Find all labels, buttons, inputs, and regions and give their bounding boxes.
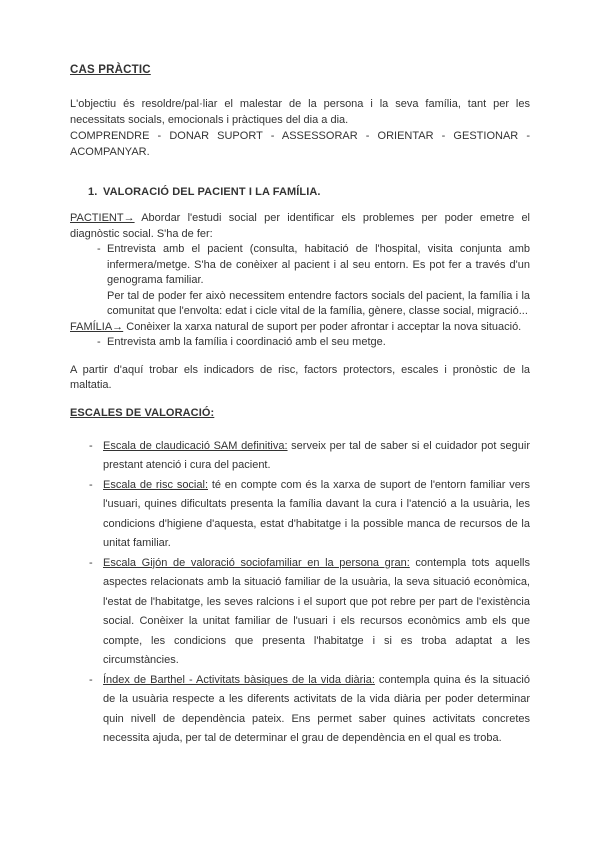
pacient-intro-text: Abordar l'estudi social per identificar els problemes per poder emetre el diagnòstic social. S'ha de fer: [70, 212, 530, 240]
bullet-dash: - [89, 478, 93, 491]
familia-bullet-text: Entrevista amb la família i coordinació amb el seu metge. [107, 336, 386, 348]
escala-description: té en compte com és la xarxa de suport de l'entorn familiar vers l'usuari, quines dificultats presenta la família davant la cura i l'atenció a la usuària, les condicions d'higiene d'aquesta, estat d'habitatge i la possible manca de recursos de la unitat familiar. [103, 478, 530, 549]
escales-heading: ESCALES DE VALORACIÓ: [70, 406, 215, 419]
familia-intro [70, 320, 530, 336]
document-title: CAS PRÀCTIC [70, 64, 151, 76]
bullet-dash: - [89, 556, 93, 569]
pacient-continuation: Per tal de poder fer això necessitem entendre factors socials del pacient, la família i la comunitat que l'envolta: edat i cicle vital de la família, gènere, classe social, migració... [107, 289, 530, 317]
pacient-bullet-text: Entrevista amb el pacient (consulta, habitació de l'hospital, visita conjunta amb infermera/metge. S'ha de conèixer al pacient i al seu entorn. Es pot fer a través d'un genograma familiar. [107, 243, 530, 286]
escala-name: Escala de risc social: [103, 478, 208, 491]
escala-item-barthel [70, 671, 530, 749]
familia-label: FAMÍLIA→ [70, 320, 124, 333]
familia-bullet [70, 335, 530, 351]
bullet-dash: - [89, 673, 93, 686]
escala-item-sam [70, 437, 530, 476]
escala-name: Índex de Barthel - Activitats bàsiques de la vida diària: [103, 673, 375, 686]
pacient-familia-block [70, 211, 530, 351]
intro-paragraph: L'objectiu és resoldre/pal·liar el malestar de la persona i la seva família, tant per les necessitats socials, emocionals i pràctiques del dia a dia. [70, 98, 530, 126]
bullet-dash: - [89, 439, 93, 452]
escala-description: contempla quina és la situació de la usuària respecte a les diferents activitats de la vida diària per poder determinar quin nivell de dependència pateix. Ens permet saber quines activitats concretes necessita ajuda, per tal de determinar el grau de dependència en el qual es troba. [103, 673, 530, 744]
section-1-heading [70, 186, 530, 198]
escales-list [70, 437, 530, 749]
keywords-line: COMPRENDRE - DONAR SUPORT - ASSESSORAR - ORIENTAR - GESTIONAR - ACOMPANYAR. [70, 130, 530, 158]
escala-description: serveix per tal de saber si el cuidador pot seguir prestant atenció i cura del pacient. [103, 439, 530, 471]
escala-name: Escala de claudicació SAM definitiva: [103, 439, 288, 452]
section-1-number: 1. [88, 186, 98, 198]
pacient-bullet [70, 242, 530, 289]
familia-intro-text: Conèixer la xarxa natural de suport per poder afrontar i acceptar la nova situació. [123, 320, 522, 333]
escala-description: contempla tots aquells aspectes relacionats amb la situació familiar de la usuària, la seva situació econòmica, l'estat de l'habitatge, les seves ralcions i el suport que pot rebre per part de l'existència social. Conèixer la unitat familiar de l'usuari i els recursos econòmics amb els que compte, les condicions que presenta l'habitatge i si es troba adaptat a les circumstàncies. [103, 556, 530, 666]
pacient-label: PACTIENT→ [70, 212, 135, 224]
escala-name: Escala Gijón de valoració sociofamiliar en la persona gran: [103, 556, 410, 569]
pacient-intro [70, 211, 530, 242]
escala-item-risc-social [70, 476, 530, 554]
closing-paragraph: A partir d'aquí trobar els indicadors de risc, factors protectors, escales i pronòstic de la maltatia. [70, 363, 530, 391]
escala-item-gijon [70, 554, 530, 671]
section-1-title: VALORACIÓ DEL PACIENT I LA FAMÍLIA. [103, 186, 321, 198]
bullet-dash: - [97, 336, 101, 348]
bullet-dash: - [97, 243, 101, 255]
